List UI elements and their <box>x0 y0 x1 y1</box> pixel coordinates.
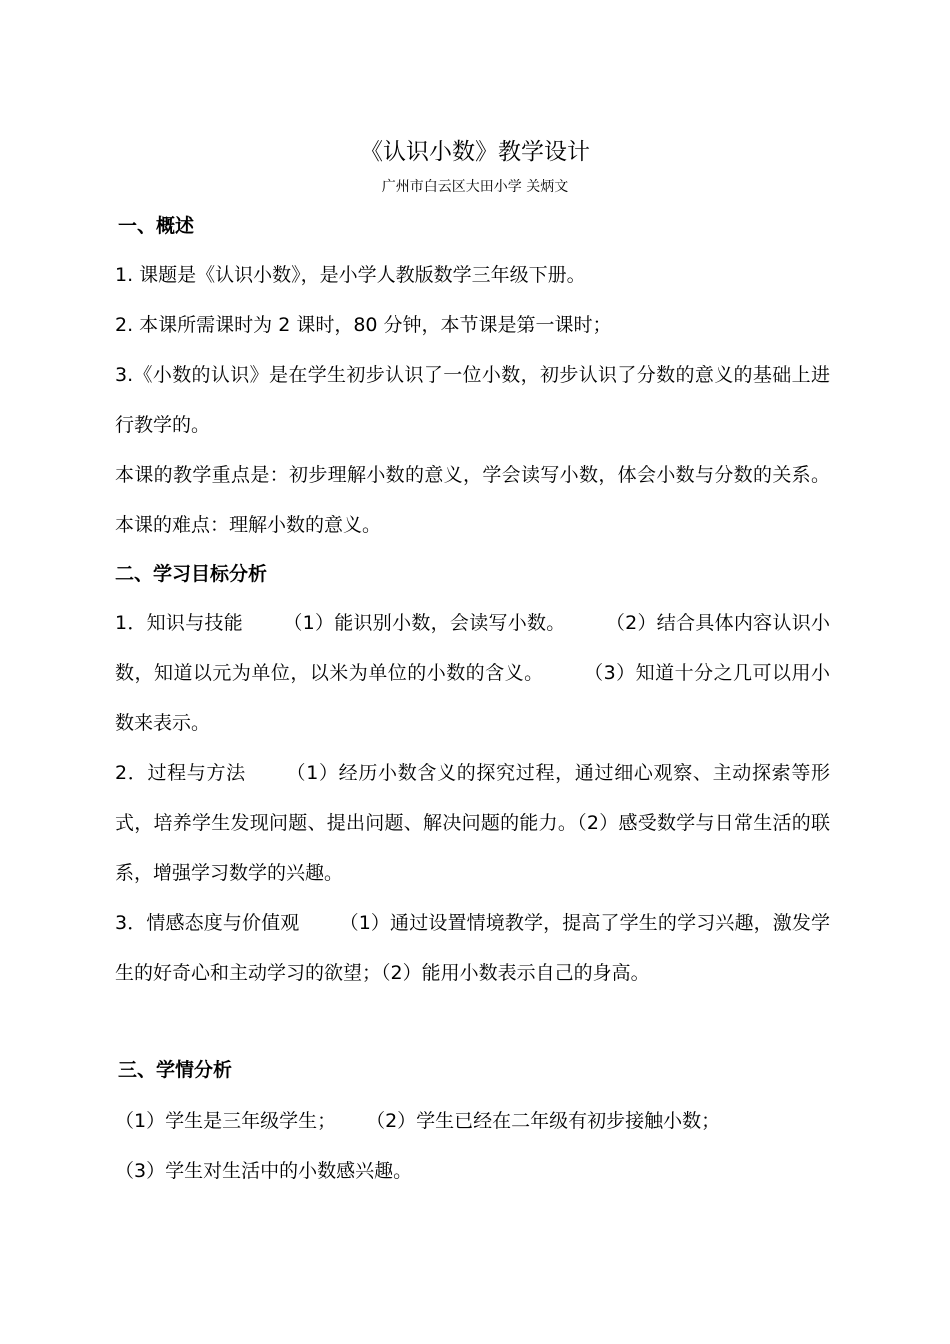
learner-item: （1）学生是三年级学生； <box>115 1110 337 1132</box>
objective-text: （2）能用小数表示自己的身高。 <box>381 962 650 984</box>
objective-knowledge-skills <box>115 598 830 748</box>
section-heading-overview: 一、概述 <box>118 215 195 237</box>
learner-analysis-text <box>115 1096 830 1196</box>
section-heading-objectives: 二、学习目标分析 <box>115 563 268 585</box>
paragraph-topic: 1. 课题是《认识小数》，是小学人教版数学三年级下册。 <box>115 264 586 286</box>
document-author: 广州市白云区大田小学 关炳文 <box>381 179 569 195</box>
objective-attitudes-values <box>115 898 830 998</box>
paragraph-key-points: 本课的教学重点是：初步理解小数的意义，学会读写小数，体会小数与分数的关系。本课的难点：理解小数的意义。 <box>115 464 830 536</box>
document-title: 《认识小数》教学设计 <box>360 139 590 165</box>
objective-text: （1）能识别小数，会读写小数。 <box>283 612 566 634</box>
objective-label: 2．过程与方法 <box>115 762 246 784</box>
objective-text: （2）结合具体内容认识小数，知道以元为单位，以米为单位的小数的含义。 <box>115 612 831 684</box>
learner-item: （3）学生对生活中的小数感兴趣。 <box>115 1160 413 1182</box>
paragraph-background: 3.《小数的认识》是在学生初步认识了一位小数，初步认识了分数的意义的基础上进行教学的。 <box>115 364 830 436</box>
section-heading-learner-analysis: 三、学情分析 <box>118 1059 233 1081</box>
objective-text: （3）知道十分之几可以用小数来表示。 <box>115 662 830 734</box>
objective-text: （2）感受数学与日常生活的联系，增强学习数学的兴趣。 <box>115 812 830 884</box>
objective-text: （1）经历小数含义的探究过程，通过细心观察、主动探索等形式，培养学生发现问题、提出问题、解决问题的能力。 <box>115 762 830 834</box>
objective-process-methods <box>115 748 830 898</box>
learner-item: （2）学生已经在二年级有初步接触小数； <box>366 1110 721 1132</box>
paragraph-class-hours: 2. 本课所需课时为 2 课时，80 分钟，本节课是第一课时； <box>115 314 612 336</box>
objective-label: 1．知识与技能 <box>115 612 244 634</box>
objective-text: （1）通过设置情境教学，提高了学生的学习兴趣，激发学生的好奇心和主动学习的欲望； <box>115 912 831 984</box>
objective-label: 3．情感态度与价值观 <box>115 912 300 934</box>
